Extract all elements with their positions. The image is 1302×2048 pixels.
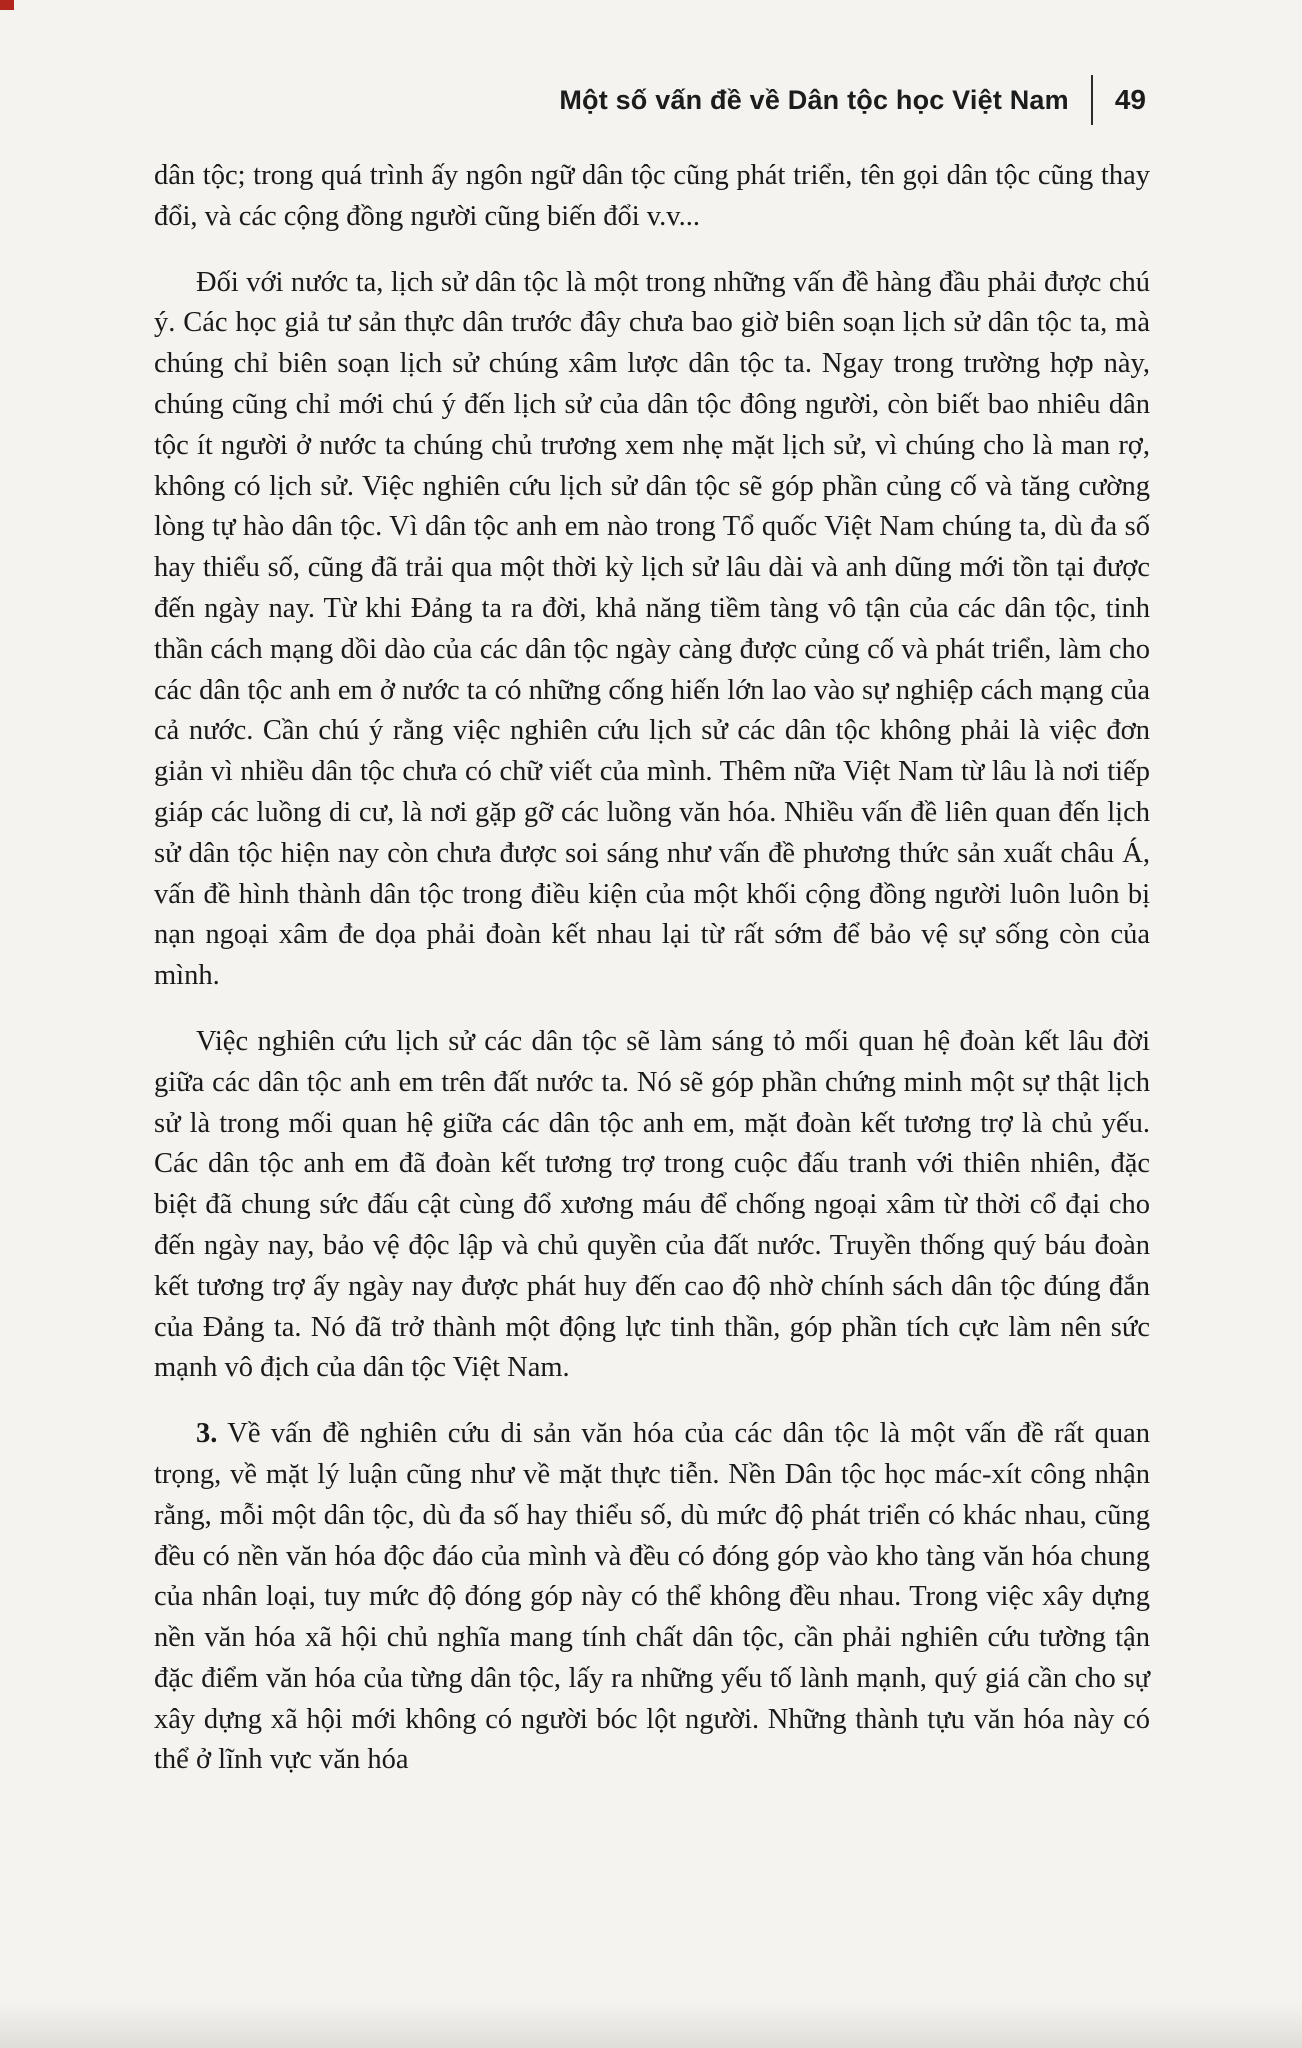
page-shadow	[0, 2002, 1302, 2048]
running-header-title: Một số vấn đề về Dân tộc học Việt Nam	[559, 84, 1069, 115]
page-edge-mark	[0, 0, 14, 10]
section-number: 3.	[196, 1418, 218, 1450]
paragraph-solidarity: Việc nghiên cứu lịch sử các dân tộc sẽ làm sáng tỏ mối quan hệ đoàn kết lâu đời giữa các dân tộc anh em trên đất nước ta. Nó sẽ góp phần chứng minh một sự thật lịch sử là trong mối quan hệ giữa các dân tộc anh em, mặt đoàn kết tương trợ là chủ yếu. Các dân tộc anh em đã đoàn kết tương trợ trong cuộc đấu tranh với thiên nhiên, đặc biệt đã chung sức đấu cật cùng đổ xương máu để chống ngoại xâm từ thời cổ đại cho đến ngày nay, bảo vệ độc lập và chủ quyền của đất nước. Truyền thống quý báu đoàn kết tương trợ ấy ngày nay được phát huy đến cao độ nhờ chính sách dân tộc đúng đắn của Đảng ta. Nó đã trở thành một động lực tinh thần, góp phần tích cực làm nên sức mạnh vô địch của dân tộc Việt Nam.	[154, 1025, 1150, 1384]
paragraph-continuation: dân tộc; trong quá trình ấy ngôn ngữ dân tộc cũng phát triển, tên gọi dân tộc cũng thay đổi, và các cộng đồng người cũng biến đổi v.v...	[154, 160, 1150, 232]
running-header	[559, 74, 1146, 126]
page-number: 49	[1114, 84, 1146, 115]
section-3-text: Về vấn đề nghiên cứu di sản văn hóa của các dân tộc là một vấn đề rất quan trọng, về mặt lý luận cũng như về mặt thực tiễn. Nền Dân tộc học mác-xít công nhận rằng, mỗi một dân tộc, dù đa số hay thiểu số, dù mức độ phát triển có khác nhau, cũng đều có nền văn hóa độc đáo của mình và đều có đóng góp vào kho tàng văn hóa chung của nhân loại, tuy mức độ đóng góp này có thể không đều nhau. Trong việc xây dựng nền văn hóa xã hội chủ nghĩa mang tính chất dân tộc, cần phải nghiên cứu tường tận đặc điểm văn hóa của từng dân tộc, lấy ra những yếu tố lành mạnh, quý giá cần cho sự xây dựng xã hội mới không có người bóc lột người. Những thành tựu văn hóa này có thể ở lĩnh vực văn hóa	[154, 1418, 1150, 1776]
header-divider	[1091, 75, 1093, 125]
paragraph-ethnic-history: Đối với nước ta, lịch sử dân tộc là một trong những vấn đề hàng đầu phải được chú ý. Các học giả tư sản thực dân trước đây chưa bao giờ biên soạn lịch sử dân tộc ta, mà chúng chỉ biên soạn lịch sử chúng xâm lược dân tộc ta. Ngay trong trường hợp này, chúng cũng chỉ mới chú ý đến lịch sử của dân tộc đông người, còn biết bao nhiêu dân tộc ít người ở nước ta chúng chủ trương xem nhẹ mặt lịch sử, vì chúng cho là man rợ, không có lịch sử. Việc nghiên cứu lịch sử dân tộc sẽ góp phần củng cố và tăng cường lòng tự hào dân tộc. Vì dân tộc anh em nào trong Tổ quốc Việt Nam chúng ta, dù đa số hay thiểu số, cũng đã trải qua một thời kỳ lịch sử lâu dài và anh dũng mới tồn tại được đến ngày nay. Từ khi Đảng ta ra đời, khả năng tiềm tàng vô tận của các dân tộc, tinh thần cách mạng dồi dào của các dân tộc ngày càng được củng cố và phát triển, làm cho các dân tộc anh em ở nước ta có những cống hiến lớn lao vào sự nghiệp cách mạng của cả nước. Cần chú ý rằng việc nghiên cứu lịch sử các dân tộc không phải là việc đơn giản vì nhiều dân tộc chưa có chữ viết của mình. Thêm nữa Việt Nam từ lâu là nơi tiếp giáp các luồng di cư, là nơi gặp gỡ các luồng văn hóa. Nhiều vấn đề liên quan đến lịch sử dân tộc hiện nay còn chưa được soi sáng như vấn đề phương thức sản xuất châu Á, vấn đề hình thành dân tộc trong điều kiện của một khối cộng đồng người luôn luôn bị nạn ngoại xâm đe dọa phải đoàn kết nhau lại từ rất sớm để bảo vệ sự sống còn của mình.	[154, 266, 1150, 992]
body-text	[154, 156, 1150, 1806]
paragraph-section-3	[154, 1414, 1150, 1781]
